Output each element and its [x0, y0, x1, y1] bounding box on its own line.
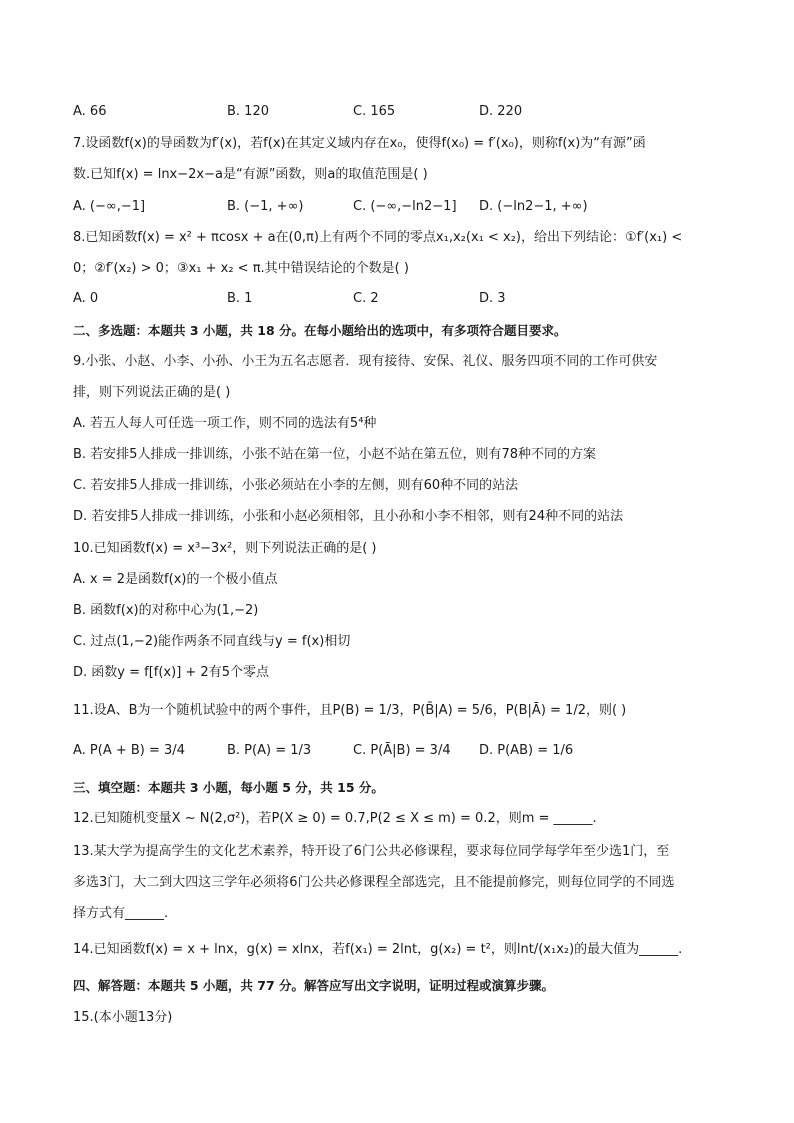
q10-option-a: A. x = 2是函数f(x)的一个极小值点: [73, 572, 278, 587]
q8-stem-line1: 8.已知函数f(x) = x² + πcosx + a在(0,π)上有两个不同的零点x₁,x₂(x₁ < x₂)，给出下列结论：①f′(x₁) <: [73, 230, 683, 245]
q9-stem-line2: 排，则下列说法正确的是( ): [73, 385, 231, 400]
q7-option-d: D. (−ln2−1, +∞): [479, 199, 588, 214]
q15-heading: 15.(本小题13分): [73, 1010, 173, 1025]
q10-option-b: B. 函数f(x)的对称中心为(1,−2): [73, 603, 259, 618]
q7-option-a: A. (−∞,−1]: [73, 199, 146, 214]
q14-stem: 14.已知函数f(x) = x + lnx，g(x) = xlnx，若f(x₁) = 2lnt，g(x₂) = t²，则lnt/(x₁x₂)的最大值为______.: [73, 942, 683, 957]
q10-option-d: D. 函数y = f[f(x)] + 2有5个零点: [73, 665, 269, 680]
q13-stem-line1: 13.某大学为提高学生的文化艺术素养，特开设了6门公共必修课程，要求每位同学每学年至少选1门，至: [73, 844, 670, 859]
q7-option-b: B. (−1, +∞): [227, 199, 304, 214]
q11-option-d: D. P(AB) = 1/6: [479, 743, 574, 758]
q9-option-c: C. 若安排5人排成一排训练，小张必须站在小李的左侧，则有60种不同的站法: [73, 478, 519, 493]
q10-option-c: C. 过点(1,−2)能作两条不同直线与y = f(x)相切: [73, 634, 351, 649]
q8-stem-line2: 0；②f′(x₂) > 0；③x₁ + x₂ < π.其中错误结论的个数是( ): [73, 261, 409, 276]
section-fill-blank-heading: 三、填空题：本题共 3 小题，每小题 5 分，共 15 分。: [73, 780, 384, 795]
q11-option-b: B. P(A) = 1/3: [227, 743, 312, 758]
q6-option-c: C. 165: [353, 104, 396, 119]
q9-option-b: B. 若安排5人排成一排训练，小张不站在第一位，小赵不站在第五位，则有78种不同的方案: [73, 447, 596, 462]
q9-option-a: A. 若五人每人可任选一项工作，则不同的选法有5⁴种: [73, 416, 377, 431]
q8-option-a: A. 0: [73, 291, 99, 306]
q10-stem: 10.已知函数f(x) = x³−3x²，则下列说法正确的是( ): [73, 541, 377, 556]
q6-option-b: B. 120: [227, 104, 269, 119]
section-solution-heading: 四、解答题：本题共 5 小题，共 77 分。解答应写出文字说明，证明过程或演算步骤。: [73, 978, 555, 993]
q6-option-d: D. 220: [479, 104, 523, 119]
q8-option-b: B. 1: [227, 291, 253, 306]
q9-stem-line1: 9.小张、小赵、小李、小孙、小王为五名志愿者．现有接待、安保、礼仪、服务四项不同的工作可供安: [73, 354, 658, 369]
q11-option-a: A. P(A + B) = 3/4: [73, 743, 185, 758]
q8-option-d: D. 3: [479, 291, 506, 306]
q7-stem-line2: 数.已知f(x) = lnx−2x−a是“有源”函数，则a的取值范围是( ): [73, 167, 428, 182]
q9-option-d: D. 若安排5人排成一排训练，小张和小赵必须相邻，且小孙和小李不相邻，则有24种不同的站法: [73, 509, 624, 524]
q11-stem: 11.设A、B为一个随机试验中的两个事件，且P(B) = 1/3，P(B̄|A) = 5/6，P(B|Ā) = 1/2，则( ): [73, 703, 627, 718]
q12-stem: 12.已知随机变量X ~ N(2,σ²)，若P(X ≥ 0) = 0.7,P(2 ≤ X ≤ m) = 0.2，则m = ______.: [73, 811, 597, 826]
q7-stem-line1: 7.设函数f(x)的导函数为f′(x)，若f(x)在其定义域内存在x₀，使得f(x₀) = f′(x₀)，则称f(x)为“有源”函: [73, 136, 646, 151]
q11-option-c: C. P(Ā|B) = 3/4: [353, 743, 451, 758]
q7-option-c: C. (−∞,−ln2−1]: [353, 199, 457, 214]
q13-stem-line3: 择方式有______.: [73, 906, 169, 921]
q8-option-c: C. 2: [353, 291, 379, 306]
section-multiple-choice-heading: 二、多选题：本题共 3 小题，共 18 分。在每小题给出的选项中，有多项符合题目要求。: [73, 323, 567, 338]
q13-stem-line2: 多选3门，大二到大四这三学年必须将6门公共必修课程全部选完，且不能提前修完，则每位同学的不同选: [73, 875, 675, 890]
q6-option-a: A. 66: [73, 104, 107, 119]
